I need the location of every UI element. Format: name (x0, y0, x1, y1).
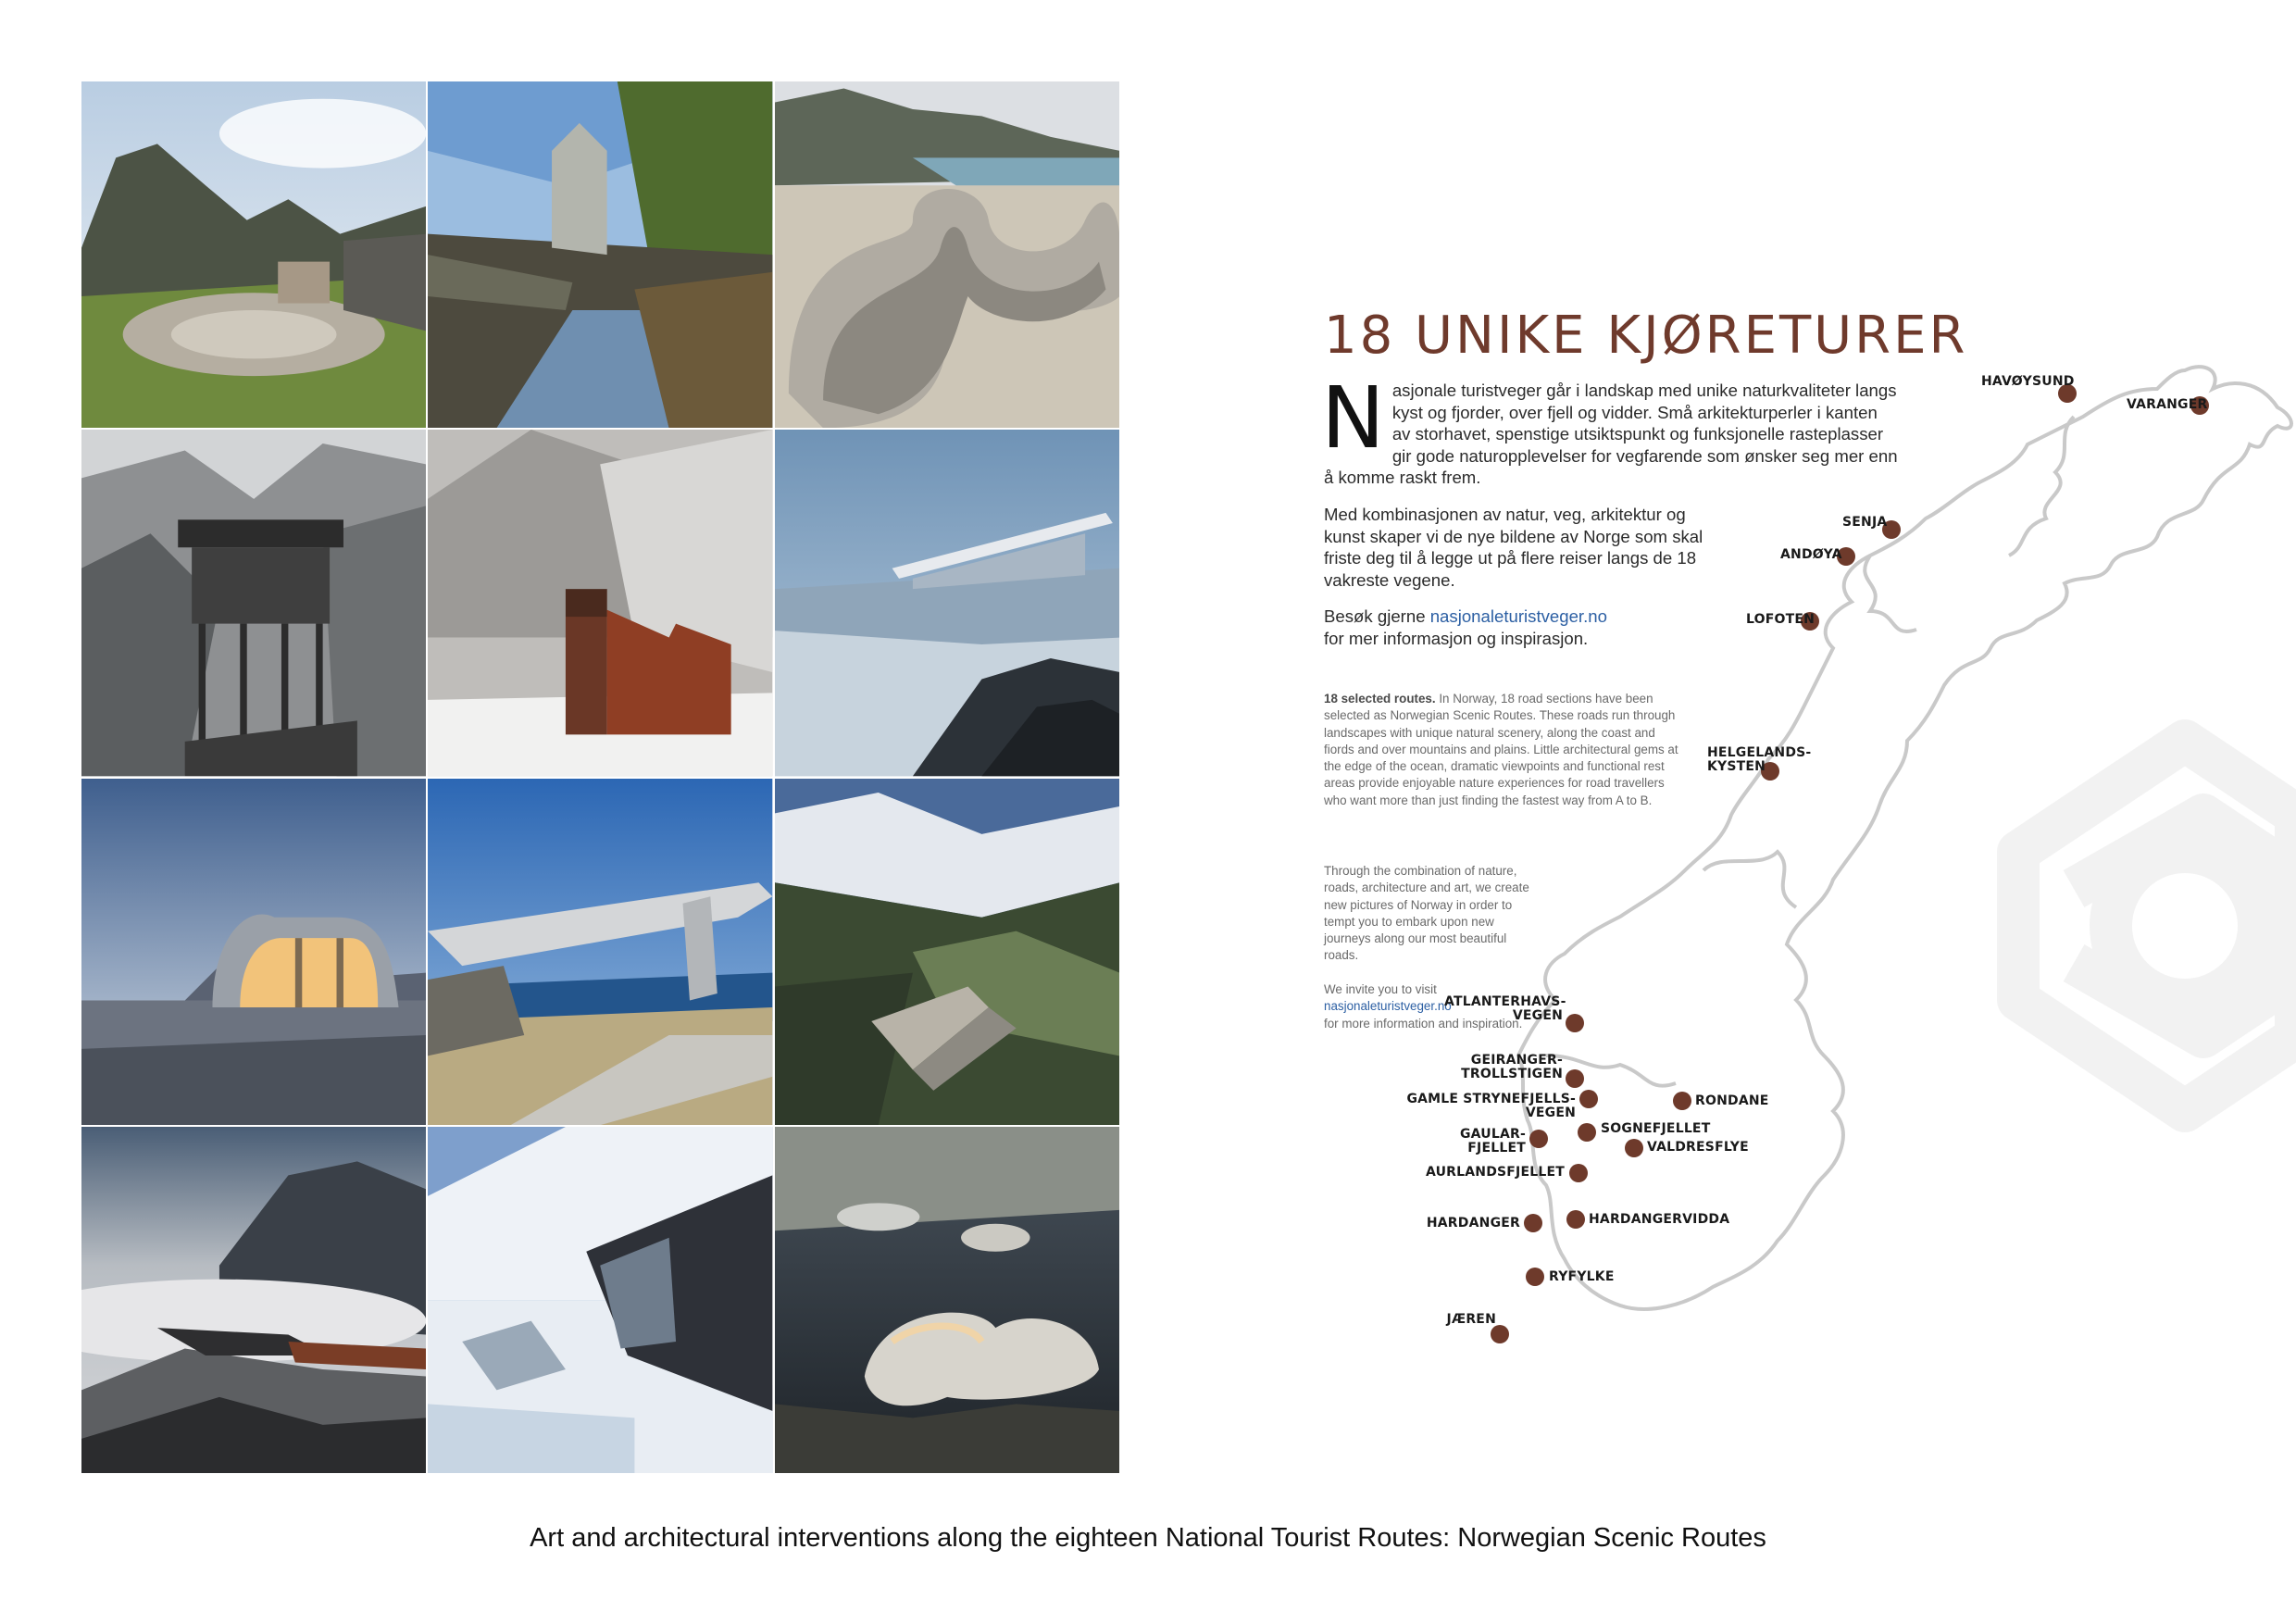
english-heading: 18 selected routes. (1324, 692, 1436, 706)
english-website-link[interactable]: nasjonaleturistveger.no (1324, 999, 1452, 1014)
label-strynefjellsvegen: GAMLE STRYNEFJELLS- VEGEN (1406, 1092, 1576, 1120)
english-text-1: In Norway, 18 road sections have been selected as Norwegian Scenic Routes. These roads run through landscapes with unique natural scenery, along the coast and fiords and over mountains and plains. Little architectural gems at the edge of the ocean, dramatic viewpoints and functional rest areas provide enjoyable nature experiences for road travellers who want more than just finding the fastest way from A to B. (1324, 692, 1678, 807)
dot-geiranger (1566, 1069, 1584, 1088)
label-varanger: VARANGER (2127, 397, 2208, 412)
photo-lofoten-rest-area (81, 81, 426, 428)
english-combination-text: Through the combination of nature, roads, architecture and art, we create new pictures of Norway in order to tempt you to embark upon new journeys along our most beautiful roads. (1324, 864, 1529, 963)
drop-cap: N (1321, 369, 1385, 468)
photo-rust-building-snow (428, 430, 772, 776)
photo-coastal-pavilion (775, 430, 1119, 776)
page-title: 18 UNIKE KJØRETURER (1324, 306, 1968, 366)
label-atlanterhavsvegen: ATLANTERHAVS- VEGEN (1444, 994, 1566, 1023)
label-lofoten: LOFOTEN (1746, 612, 1816, 627)
label-hardanger: HARDANGER (1426, 1216, 1520, 1230)
dot-valdresflye (1625, 1139, 1643, 1157)
photo-winding-concrete-wall (775, 81, 1119, 428)
intro-text: asjonale turistveger går i landskap med unike naturkvaliteter langs kyst og fjorder, over fjell og vidder. Små arkitekturperler i kanten av storhavet, spenstige utsiktspunkt og funksjonelle rasteplasser gir gode naturopplevelser for vegfarende som ønsker seg mer enn å komme raskt frem. (1324, 381, 1898, 487)
english-visit-suffix: for more information and inspiration. (1324, 1016, 1523, 1031)
label-gaularfjellet: GAULAR- FJELLET (1459, 1127, 1526, 1156)
photo-grid (81, 81, 1119, 1473)
dot-sognefjellet (1578, 1123, 1596, 1142)
label-hardangervidda: HARDANGERVIDDA (1589, 1212, 1730, 1227)
label-senja: SENJA (1842, 515, 1888, 530)
dot-gaularfjellet (1529, 1130, 1548, 1148)
figure-caption: Art and architectural interventions along the eighteen National Tourist Routes: Norwegian Scenic Routes (530, 1523, 1766, 1553)
label-sognefjellet: SOGNEFJELLET (1601, 1121, 1711, 1136)
dot-hardangervidda (1566, 1210, 1585, 1229)
visit-prefix: Besøk gjerne (1324, 606, 1430, 626)
dot-atlanterhavsvegen (1566, 1014, 1584, 1032)
paragraph-combination: Med kombinasjonen av natur, veg, arkitektur og kunst skaper vi de nye bildene av Norge som skal friste deg til å legge ut på flere reiser langs de 18 vakreste vegene. (1324, 505, 1703, 590)
photo-zinc-mine-cliff (81, 430, 426, 776)
label-havoysund: HAVØYSUND (1981, 374, 2075, 389)
label-geiranger: GEIRANGER- TROLLSTIGEN (1461, 1053, 1563, 1081)
photo-curved-building-dusk (81, 779, 426, 1125)
dot-aurlandsfjellet (1569, 1164, 1588, 1182)
label-valdresflye: VALDRESFLYE (1647, 1140, 1749, 1155)
photo-stone-sculptures-water (775, 1127, 1119, 1473)
label-ryfylke: RYFYLKE (1549, 1269, 1615, 1284)
label-jaeren: JÆREN (1446, 1312, 1496, 1327)
norway-outline (1370, 333, 2296, 1407)
label-aurlandsfjellet: AURLANDSFJELLET (1425, 1165, 1565, 1180)
photo-mountain-viewpoint (775, 779, 1119, 1125)
photo-platform-above-clouds (81, 1127, 426, 1473)
label-andoya: ANDØYA (1780, 547, 1842, 562)
label-helgelandskysten: HELGELANDS- KYSTEN (1707, 745, 1812, 774)
dot-strynefjell (1579, 1090, 1598, 1108)
visit-suffix: for mer informasjon og inspirasjon. (1324, 628, 1589, 648)
photo-snow-glass-viewpoint (428, 1127, 772, 1473)
dot-ryfylke (1526, 1268, 1544, 1286)
dot-rondane (1673, 1092, 1691, 1110)
photo-stream-tower (428, 81, 772, 428)
label-rondane: RONDANE (1695, 1093, 1769, 1108)
website-link[interactable]: nasjonaleturistveger.no (1429, 606, 1607, 626)
dot-hardanger (1524, 1214, 1542, 1232)
photo-concrete-canopy (428, 779, 772, 1125)
dot-jaeren (1491, 1325, 1509, 1343)
watermark-logo (2018, 741, 2296, 1111)
english-visit-prefix: We invite you to visit (1324, 982, 1437, 996)
route-map (1370, 333, 2296, 1407)
